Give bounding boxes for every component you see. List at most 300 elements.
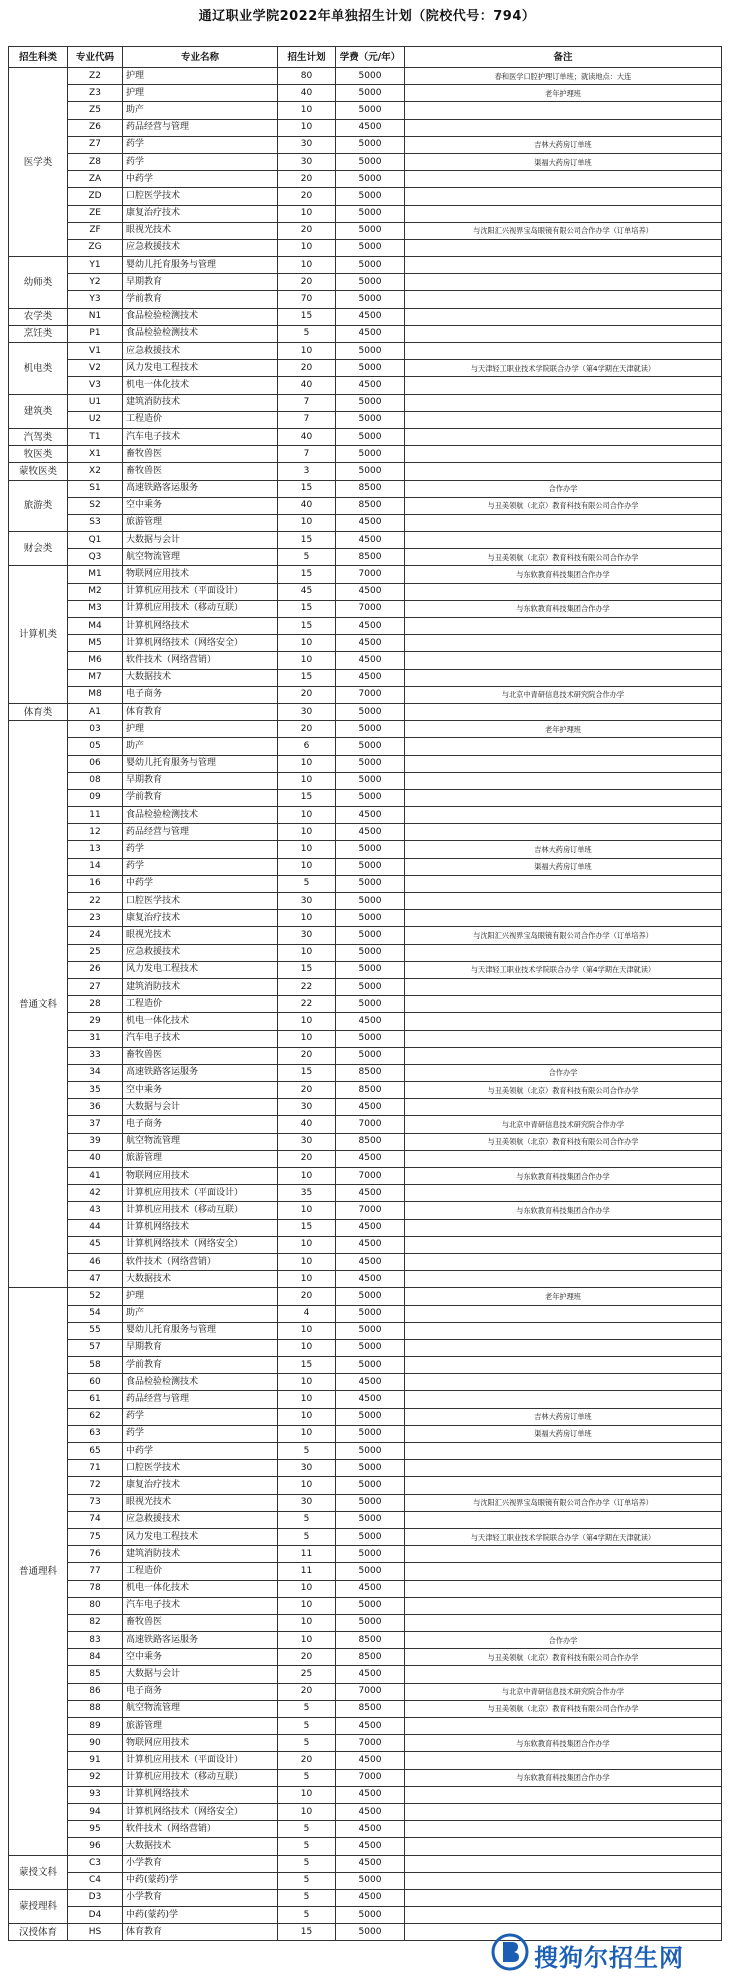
category-cell: 建筑类 [9,394,68,428]
code-cell: 94 [68,1803,123,1820]
code-cell: 45 [68,1236,123,1253]
remark-cell [405,188,722,205]
code-cell: 43 [68,1202,123,1219]
tuition-cell: 5000 [336,1305,405,1322]
quota-cell: 20 [278,274,336,291]
code-cell: 92 [68,1769,123,1786]
quota-cell: 5 [278,1735,336,1752]
code-cell: 52 [68,1288,123,1305]
code-cell: Q1 [68,532,123,549]
tuition-cell: 5000 [336,893,405,910]
table-row [9,1649,722,1666]
table-row [9,514,722,531]
quota-cell: 10 [278,910,336,927]
table-row [9,721,722,738]
remark-cell [405,1374,722,1391]
remark-cell [405,1339,722,1356]
major-cell: 高速铁路客运服务 [123,480,278,497]
remark-cell [405,1563,722,1580]
table-row [9,1803,722,1820]
tuition-cell: 7000 [336,1202,405,1219]
header-category: 招生科类 [9,47,68,68]
code-cell: M4 [68,618,123,635]
table-row [9,1322,722,1339]
quota-cell: 10 [278,1425,336,1442]
table-row [9,1546,722,1563]
table-row [9,1838,722,1855]
quota-cell: 15 [278,532,336,549]
table-row [9,1202,722,1219]
table-row [9,858,722,875]
major-cell: 中药学 [123,171,278,188]
quota-cell: 45 [278,583,336,600]
tuition-cell: 4500 [336,807,405,824]
major-cell: 机电一体化技术 [123,377,278,394]
remark-cell [405,669,722,686]
quota-cell: 5 [278,1700,336,1717]
tuition-cell: 5000 [336,703,405,720]
quota-cell: 5 [278,1889,336,1906]
tuition-cell: 4500 [336,1855,405,1872]
table-row [9,1889,722,1906]
table-row [9,480,722,497]
quota-cell: 5 [278,1872,336,1889]
enrollment-plan-table [8,46,722,1941]
remark-cell: 老年护理班 [405,1288,722,1305]
table-row [9,686,722,703]
tuition-cell: 4500 [336,652,405,669]
tuition-cell: 5000 [336,1546,405,1563]
remark-cell: 与丑美领航（北京）教育科技有限公司合作办学 [405,1133,722,1150]
quota-cell: 30 [278,927,336,944]
quota-cell: 40 [278,497,336,514]
quota-cell: 7 [278,394,336,411]
header-remarks: 备注 [405,47,722,68]
header-tuition: 学费（元/年） [336,47,405,68]
major-cell: 康复治疗技术 [123,1477,278,1494]
tuition-cell: 5000 [336,927,405,944]
table-row [9,1339,722,1356]
code-cell: 29 [68,1013,123,1030]
code-cell: 63 [68,1425,123,1442]
major-cell: 空中乘务 [123,497,278,514]
quota-cell: 15 [278,1924,336,1941]
major-cell: 计算机网络技术（网络安全） [123,1803,278,1820]
tuition-cell: 4500 [336,119,405,136]
code-cell: ZF [68,222,123,239]
table-row [9,1614,722,1631]
tuition-cell: 5000 [336,85,405,102]
code-cell: 06 [68,755,123,772]
table-row [9,291,722,308]
major-cell: 电子商务 [123,1683,278,1700]
quota-cell: 10 [278,858,336,875]
remark-cell [405,875,722,892]
table-row [9,893,722,910]
tuition-cell: 5000 [336,68,405,85]
major-cell: 药学 [123,136,278,153]
table-row [9,1064,722,1081]
remark-cell [405,1872,722,1889]
table-row [9,755,722,772]
tuition-cell: 5000 [336,1288,405,1305]
tuition-cell: 7000 [336,600,405,617]
major-cell: 旅游管理 [123,1150,278,1167]
quota-cell: 15 [278,669,336,686]
quota-cell: 10 [278,841,336,858]
tuition-cell: 8500 [336,1082,405,1099]
remark-cell [405,171,722,188]
table-row [9,635,722,652]
tuition-cell: 4500 [336,1889,405,1906]
major-cell: 药学 [123,153,278,170]
quota-cell: 10 [278,824,336,841]
table-row [9,1030,722,1047]
table-row [9,1116,722,1133]
code-cell: U1 [68,394,123,411]
code-cell: Z6 [68,119,123,136]
remark-cell [405,910,722,927]
remark-cell [405,1322,722,1339]
major-cell: 体育教育 [123,1924,278,1941]
tuition-cell: 5000 [336,1528,405,1545]
table-row [9,497,722,514]
tuition-cell: 5000 [336,1460,405,1477]
table-row [9,961,722,978]
quota-cell: 80 [278,68,336,85]
table-row [9,1305,722,1322]
table-row [9,1718,722,1735]
code-cell: 71 [68,1460,123,1477]
remark-cell [405,1460,722,1477]
quota-cell: 40 [278,85,336,102]
remark-cell: 合作办学 [405,1632,722,1649]
quota-cell: 20 [278,1082,336,1099]
remark-cell [405,652,722,669]
remark-cell [405,446,722,463]
quota-cell: 11 [278,1563,336,1580]
remark-cell: 与东软教育科技集团合作办学 [405,566,722,583]
remark-cell [405,1236,722,1253]
tuition-cell: 5000 [336,153,405,170]
remark-cell: 与丑美领航（北京）教育科技有限公司合作办学 [405,1082,722,1099]
code-cell: M5 [68,635,123,652]
major-cell: 早期教育 [123,274,278,291]
table-row [9,652,722,669]
quota-cell: 40 [278,428,336,445]
remark-cell [405,1271,722,1288]
code-cell: 16 [68,875,123,892]
code-cell: T1 [68,428,123,445]
code-cell: D3 [68,1889,123,1906]
code-cell: C3 [68,1855,123,1872]
code-cell: 93 [68,1786,123,1803]
remark-cell: 与北京中青研信息技术研究院合作办学 [405,1116,722,1133]
category-cell: 汉授体育 [9,1924,68,1941]
tuition-cell: 4500 [336,635,405,652]
page-title: 通辽职业学院2022年单独招生计划（院校代号：794） [198,9,536,24]
table-row [9,1425,722,1442]
table-row [9,618,722,635]
table-row [9,274,722,291]
table-row [9,1013,722,1030]
category-cell: 蒙授理科 [9,1889,68,1923]
table-row [9,85,722,102]
tuition-cell: 5000 [336,1872,405,1889]
major-cell: 工程造价 [123,996,278,1013]
tuition-cell: 5000 [336,102,405,119]
quota-cell: 22 [278,978,336,995]
tuition-cell: 5000 [336,1614,405,1631]
category-cell: 体育类 [9,703,68,720]
table-row [9,343,722,360]
quota-cell: 15 [278,308,336,325]
remark-cell [405,1047,722,1064]
major-cell: 食品检验检测技术 [123,325,278,342]
quota-cell: 5 [278,1528,336,1545]
quota-cell: 20 [278,1150,336,1167]
major-cell: 高速铁路客运服务 [123,1632,278,1649]
major-cell: 体育教育 [123,703,278,720]
major-cell: 口腔医学技术 [123,893,278,910]
remark-cell [405,1546,722,1563]
code-cell: Z2 [68,68,123,85]
tuition-cell: 5000 [336,978,405,995]
tuition-cell: 5000 [336,789,405,806]
quota-cell: 20 [278,171,336,188]
remark-cell: 与东软教育科技集团合作办学 [405,1735,722,1752]
quota-cell: 15 [278,961,336,978]
tuition-cell: 4500 [336,377,405,394]
tuition-cell: 5000 [336,1907,405,1924]
tuition-cell: 4500 [336,1803,405,1820]
code-cell: Z3 [68,85,123,102]
table-row [9,239,722,256]
code-cell: 85 [68,1666,123,1683]
quota-cell: 10 [278,1632,336,1649]
major-cell: 物联网应用技术 [123,566,278,583]
table-row [9,1735,722,1752]
quota-cell: 5 [278,1718,336,1735]
remark-cell [405,1443,722,1460]
major-cell: 小学教育 [123,1855,278,1872]
remark-cell [405,532,722,549]
tuition-cell: 7000 [336,1735,405,1752]
tuition-cell: 4500 [336,1236,405,1253]
quota-cell: 70 [278,291,336,308]
major-cell: 药品经营与管理 [123,824,278,841]
code-cell: 55 [68,1322,123,1339]
code-cell: 28 [68,996,123,1013]
major-cell: 汽车电子技术 [123,428,278,445]
category-cell: 旅游类 [9,480,68,532]
category-cell: 财会类 [9,532,68,566]
table-row [9,1460,722,1477]
table-row [9,1219,722,1236]
code-cell: 65 [68,1443,123,1460]
code-cell: S1 [68,480,123,497]
tuition-cell: 8500 [336,497,405,514]
table-row [9,205,722,222]
quota-cell: 10 [278,1803,336,1820]
quota-cell: 5 [278,875,336,892]
table-row [9,325,722,342]
major-cell: 计算机应用技术（移动互联） [123,600,278,617]
major-cell: 大数据技术 [123,1271,278,1288]
remark-cell [405,1907,722,1924]
major-cell: 学前教育 [123,1357,278,1374]
remark-cell [405,1253,722,1270]
quota-cell: 6 [278,738,336,755]
code-cell: 35 [68,1082,123,1099]
remark-cell [405,789,722,806]
remark-cell: 渠福大药房订单班 [405,858,722,875]
tuition-cell: 5000 [336,411,405,428]
quota-cell: 30 [278,893,336,910]
table-row [9,102,722,119]
tuition-cell: 5000 [336,171,405,188]
code-cell: 80 [68,1597,123,1614]
table-row [9,566,722,583]
table-row [9,1494,722,1511]
table-row [9,1391,722,1408]
major-cell: 学前教育 [123,291,278,308]
remark-cell [405,1511,722,1528]
tuition-cell: 5000 [336,463,405,480]
major-cell: 食品检验检测技术 [123,308,278,325]
tuition-cell: 5000 [336,1047,405,1064]
major-cell: 口腔医学技术 [123,1460,278,1477]
quota-cell: 10 [278,1339,336,1356]
code-cell: 95 [68,1821,123,1838]
code-cell: 34 [68,1064,123,1081]
code-cell: 22 [68,893,123,910]
category-cell: 计算机类 [9,566,68,704]
tuition-cell: 4500 [336,1253,405,1270]
remark-cell: 渠福大药房订单班 [405,153,722,170]
table-row [9,824,722,841]
remark-cell [405,343,722,360]
quota-cell: 15 [278,600,336,617]
quota-cell: 10 [278,102,336,119]
remark-cell [405,1305,722,1322]
code-cell: 11 [68,807,123,824]
code-cell: 74 [68,1511,123,1528]
header-major: 专业名称 [123,47,278,68]
code-cell: C4 [68,1872,123,1889]
quota-cell: 5 [278,1821,336,1838]
code-cell: 27 [68,978,123,995]
major-cell: 应急救援技术 [123,944,278,961]
major-cell: 计算机应用技术（移动互联） [123,1202,278,1219]
tuition-cell: 4500 [336,1150,405,1167]
major-cell: 计算机应用技术（平面设计） [123,1752,278,1769]
code-cell: 08 [68,772,123,789]
major-cell: 空中乘务 [123,1649,278,1666]
tuition-cell: 8500 [336,1649,405,1666]
table-row [9,841,722,858]
tuition-cell: 4500 [336,532,405,549]
quota-cell: 10 [278,1271,336,1288]
code-cell: M3 [68,600,123,617]
remark-cell: 与丑美领航（北京）教育科技有限公司合作办学 [405,497,722,514]
major-cell: 康复治疗技术 [123,910,278,927]
major-cell: 机电一体化技术 [123,1013,278,1030]
remark-cell [405,1219,722,1236]
tuition-cell: 5000 [336,188,405,205]
tuition-cell: 4500 [336,1099,405,1116]
code-cell: 84 [68,1649,123,1666]
tuition-cell: 4500 [336,1838,405,1855]
quota-cell: 5 [278,1855,336,1872]
quota-cell: 15 [278,618,336,635]
remark-cell: 与沈阳汇兴视界宝岛眼镜有限公司合作办学（订单培养） [405,1494,722,1511]
category-cell: 农学类 [9,308,68,325]
remark-cell: 春和医学口腔护理订单班；就读地点：大连 [405,68,722,85]
code-cell: ZG [68,239,123,256]
major-cell: 助产 [123,102,278,119]
code-cell: 41 [68,1168,123,1185]
tuition-cell: 5000 [336,360,405,377]
remark-cell [405,1477,722,1494]
remark-cell [405,1357,722,1374]
quota-cell: 10 [278,1030,336,1047]
major-cell: 软件技术（网络营销） [123,1253,278,1270]
remark-cell [405,119,722,136]
quota-cell: 7 [278,446,336,463]
quota-cell: 4 [278,1305,336,1322]
remark-cell [405,755,722,772]
code-cell: 60 [68,1374,123,1391]
remark-cell [405,978,722,995]
watermark-logo [490,1932,722,1976]
quota-cell: 25 [278,1666,336,1683]
quota-cell: 35 [278,1185,336,1202]
remark-cell [405,583,722,600]
table-row [9,807,722,824]
header-quota: 招生计划 [278,47,336,68]
quota-cell: 22 [278,996,336,1013]
table-row [9,1683,722,1700]
code-cell: S3 [68,514,123,531]
table-row [9,944,722,961]
major-cell: 计算机应用技术（平面设计） [123,1185,278,1202]
tuition-cell: 7000 [336,1168,405,1185]
remark-cell [405,772,722,789]
table-row [9,1752,722,1769]
tuition-cell: 5000 [336,1357,405,1374]
remark-cell: 与沈阳汇兴视界宝岛眼镜有限公司合作办学（订单培养） [405,222,722,239]
quota-cell: 30 [278,1494,336,1511]
quota-cell: 15 [278,789,336,806]
category-cell: 普通理科 [9,1288,68,1855]
code-cell: S2 [68,497,123,514]
tuition-cell: 5000 [336,721,405,738]
tuition-cell: 5000 [336,274,405,291]
major-cell: 高速铁路客运服务 [123,1064,278,1081]
quota-cell: 30 [278,703,336,720]
code-cell: 73 [68,1494,123,1511]
major-cell: 护理 [123,85,278,102]
remark-cell: 与北京中青研信息技术研究院合作办学 [405,1683,722,1700]
tuition-cell: 5000 [336,222,405,239]
tuition-cell: 4500 [336,308,405,325]
quota-cell: 10 [278,1322,336,1339]
quota-cell: 10 [278,1597,336,1614]
table-row [9,1855,722,1872]
tuition-cell: 5000 [336,910,405,927]
table-row [9,308,722,325]
